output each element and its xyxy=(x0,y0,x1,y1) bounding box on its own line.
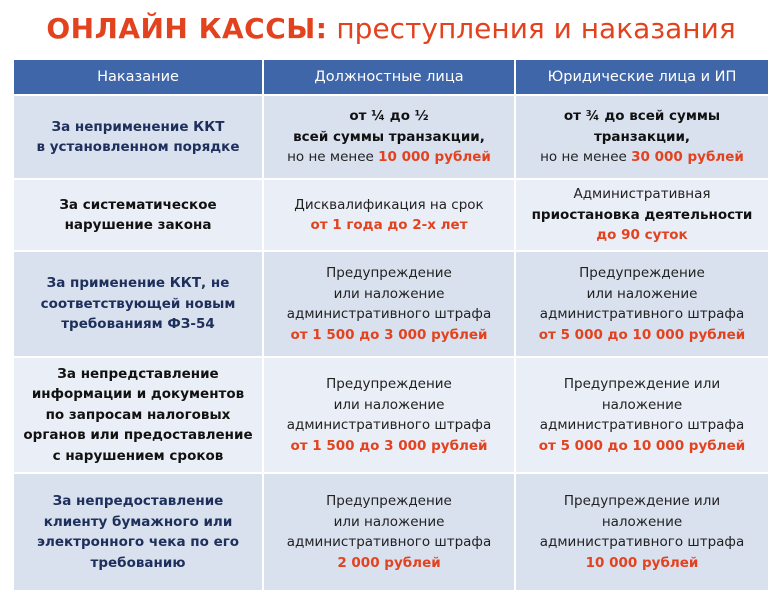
officials-line xyxy=(268,325,510,346)
officials-amount: от 1 500 до 3 000 рублей xyxy=(290,326,488,343)
legal-text: Административная xyxy=(573,186,711,203)
officials-line xyxy=(268,106,510,127)
officials-line xyxy=(268,415,510,436)
officials-line xyxy=(268,532,510,553)
penalty-cell xyxy=(14,94,264,178)
officials-line xyxy=(268,263,510,284)
officials-amount: 2 000 рублей xyxy=(337,554,441,571)
table-row xyxy=(14,356,768,472)
officials-amount: от 1 года до 2-х лет xyxy=(310,217,468,233)
penalty-text: соответствующей новым xyxy=(40,295,236,312)
legal-line xyxy=(520,225,764,246)
legal-line xyxy=(520,436,764,457)
officials-text: или наложение xyxy=(333,513,445,530)
header-legal-entities: Юридические лица и ИП xyxy=(516,60,768,94)
officials-line xyxy=(268,304,510,325)
officials-cell xyxy=(264,178,516,250)
officials-text: или наложение xyxy=(333,285,445,302)
penalty-text: в установленном порядке xyxy=(36,139,240,155)
officials-line xyxy=(268,553,510,574)
officials-line xyxy=(268,215,510,236)
penalty-text: За непредставление xyxy=(57,365,219,382)
legal-entities-cell xyxy=(516,356,768,472)
legal-amount: до 90 суток xyxy=(596,227,688,244)
legal-line xyxy=(520,263,764,284)
penalty-cell xyxy=(14,356,264,472)
officials-cell xyxy=(264,250,516,356)
officials-amount: от 1 500 до 3 000 рублей xyxy=(290,437,488,454)
page-title xyxy=(0,6,782,52)
penalty-text: с нарушением сроков xyxy=(52,447,224,464)
penalty-text: За применение ККТ, не xyxy=(46,275,230,292)
title-rest: преступления и наказания xyxy=(327,12,736,45)
header-penalty: Наказание xyxy=(14,60,264,94)
legal-line xyxy=(520,184,764,205)
table-header-row xyxy=(14,60,768,94)
legal-amount: от 5 000 до 10 000 рублей xyxy=(538,326,746,343)
legal-text: Предупреждение xyxy=(579,265,705,281)
legal-line xyxy=(520,325,764,346)
title-strong: ОНЛАЙН КАССЫ: xyxy=(46,12,328,45)
table-row xyxy=(14,250,768,356)
header-officials: Должностные лица xyxy=(264,60,516,94)
legal-line xyxy=(520,491,764,512)
legal-line xyxy=(520,415,764,436)
legal-entities-cell xyxy=(516,472,768,590)
penalty-text: За неприменение ККТ xyxy=(51,118,225,135)
officials-text: административного штрафа xyxy=(286,417,492,433)
officials-line xyxy=(268,512,510,533)
legal-amount: 30 000 рублей xyxy=(631,149,744,166)
officials-line xyxy=(268,147,510,168)
penalty-text: За систематическое xyxy=(59,196,217,213)
legal-bold-text: транзакции, xyxy=(593,128,691,145)
penalty-text: За непредоставление xyxy=(52,493,224,509)
penalty-cell xyxy=(14,472,264,590)
table-row xyxy=(14,178,768,250)
officials-bold-text: всей суммы транзакции, xyxy=(293,128,485,145)
penalty-text: электронного чека по его xyxy=(36,534,240,550)
officials-line xyxy=(268,436,510,457)
legal-line xyxy=(520,205,764,226)
penalty-text: нарушение закона xyxy=(64,217,212,233)
officials-text: Дисквалификация на срок xyxy=(294,196,484,213)
legal-entities-cell xyxy=(516,250,768,356)
table-row xyxy=(14,472,768,590)
officials-line xyxy=(268,395,510,416)
table-row xyxy=(14,94,768,178)
legal-text: Предупреждение или xyxy=(563,376,721,392)
legal-text: наложение xyxy=(601,396,683,413)
penalty-text: информации и документов xyxy=(31,386,245,403)
officials-text: или наложение xyxy=(333,396,445,413)
legal-line xyxy=(520,284,764,305)
officials-bold-text: от ¼ до ½ xyxy=(349,108,429,125)
penalties-table xyxy=(14,60,768,590)
penalty-text: требованию xyxy=(90,554,186,571)
officials-cell xyxy=(264,94,516,178)
officials-text: Предупреждение xyxy=(326,265,452,281)
legal-entities-cell xyxy=(516,178,768,250)
officials-line xyxy=(268,374,510,395)
penalty-text: органов или предоставление xyxy=(23,427,253,444)
legal-bold-text: приостановка деятельности xyxy=(531,206,753,223)
legal-line xyxy=(520,304,764,325)
legal-line xyxy=(520,106,764,127)
officials-text: административного штрафа xyxy=(286,534,492,550)
legal-text: Предупреждение или xyxy=(563,493,721,509)
legal-text: или наложение xyxy=(586,285,698,302)
legal-line xyxy=(520,127,764,148)
officials-text: Предупреждение xyxy=(326,376,452,392)
penalty-cell xyxy=(14,250,264,356)
officials-text: но не менее xyxy=(287,149,379,166)
officials-amount: 10 000 рублей xyxy=(378,149,491,166)
legal-line xyxy=(520,553,764,574)
penalty-text: по запросам налоговых xyxy=(45,406,231,423)
legal-line xyxy=(520,147,764,168)
officials-line xyxy=(268,195,510,216)
legal-text: но не менее xyxy=(540,149,632,166)
officials-cell xyxy=(264,472,516,590)
officials-line xyxy=(268,284,510,305)
legal-text: административного штрафа xyxy=(539,534,745,550)
legal-text: административного штрафа xyxy=(539,306,745,322)
officials-line xyxy=(268,127,510,148)
legal-text: наложение xyxy=(601,513,683,530)
legal-line xyxy=(520,532,764,553)
penalty-text: клиенту бумажного или xyxy=(43,513,233,530)
legal-bold-text: от ¾ до всей суммы xyxy=(563,108,721,125)
legal-entities-cell xyxy=(516,94,768,178)
officials-line xyxy=(268,491,510,512)
legal-amount: от 5 000 до 10 000 рублей xyxy=(538,437,746,454)
penalty-cell xyxy=(14,178,264,250)
legal-amount: 10 000 рублей xyxy=(585,554,699,571)
officials-cell xyxy=(264,356,516,472)
legal-line xyxy=(520,395,764,416)
legal-line xyxy=(520,374,764,395)
penalty-text: требованиям ФЗ-54 xyxy=(61,316,215,333)
officials-text: административного штрафа xyxy=(286,306,492,322)
legal-text: административного штрафа xyxy=(539,417,745,433)
officials-text: Предупреждение xyxy=(326,493,452,509)
legal-line xyxy=(520,512,764,533)
